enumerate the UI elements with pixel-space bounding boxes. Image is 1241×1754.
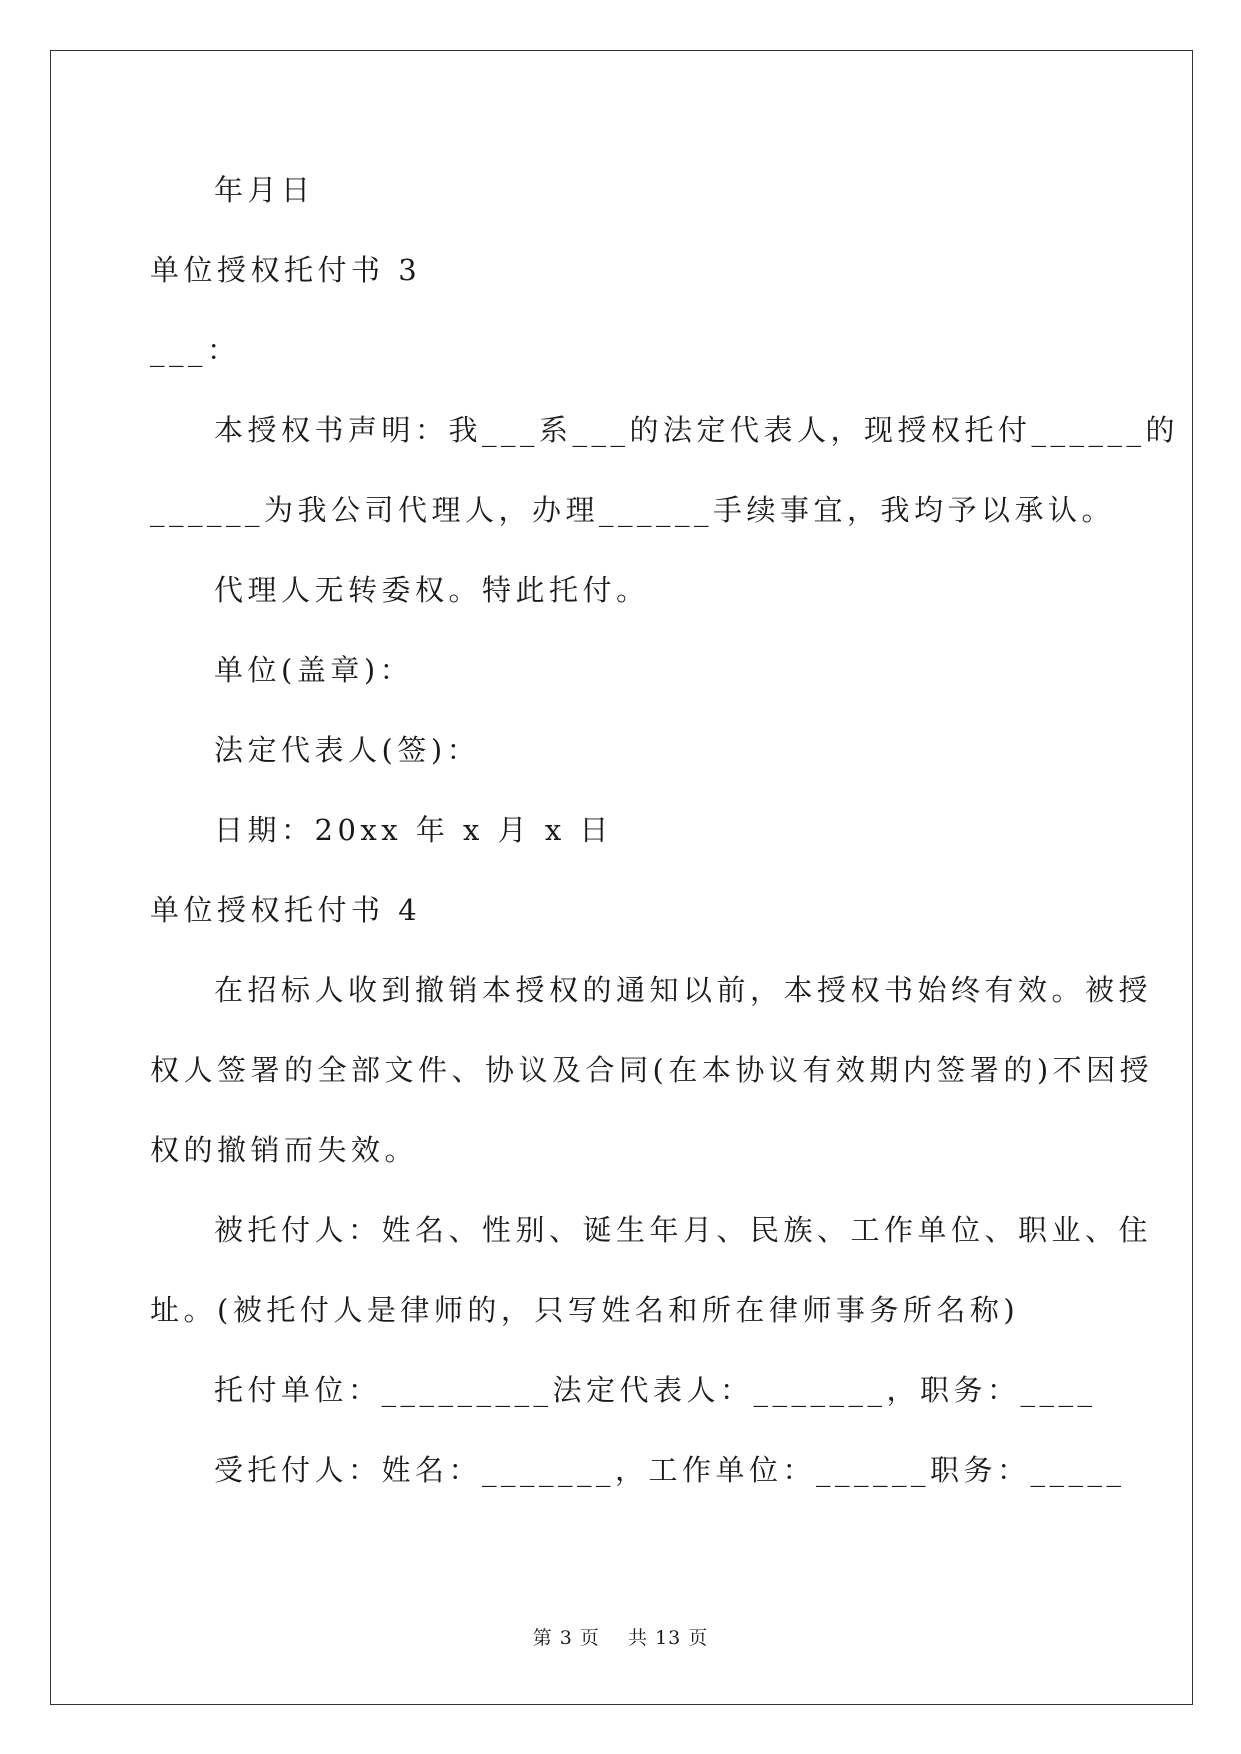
paragraph-validity-line-1: 在招标人收到撤销本授权的通知以前，本授权书始终有效。被授 bbox=[214, 973, 1153, 1007]
paragraph-delegate-info-line-1: 被托付人：姓名、性别、诞生年月、民族、工作单位、职业、住 bbox=[214, 1213, 1153, 1247]
paragraph-validity-line-3: 权的撤销而失效。 bbox=[150, 1133, 419, 1167]
paragraph-validity-line-2: 权人签署的全部文件、协议及合同(在本协议有效期内签署的)不因授 bbox=[150, 1053, 1154, 1087]
legal-representative-signature-line: 法定代表人(签)： bbox=[214, 733, 481, 767]
page-number-footer: 第 3 页 共 13 页 bbox=[532, 1627, 709, 1649]
paragraph-no-subdelegation: 代理人无转委权。特此托付。 bbox=[214, 573, 650, 607]
date-placeholder-line: 年月日 bbox=[214, 173, 315, 207]
unit-seal-line: 单位(盖章)： bbox=[214, 653, 414, 687]
addressee-line: ___： bbox=[150, 333, 241, 367]
paragraph-declaration-line-2: ______为我公司代理人，办理______手续事宜，我均予以承认。 bbox=[150, 493, 1116, 527]
paragraph-declaration-line-1: 本授权书声明：我___系___的法定代表人，现授权托付______的 bbox=[214, 413, 1180, 447]
section-heading-3: 单位授权托付书 3 bbox=[150, 253, 422, 287]
entrusting-unit-line: 托付单位：_________法定代表人：_______，职务：____ bbox=[214, 1373, 1097, 1407]
section-heading-4: 单位授权托付书 4 bbox=[150, 893, 422, 927]
date-line: 日期：20xx 年 x 月 x 日 bbox=[214, 813, 613, 847]
entrusted-person-line: 受托付人：姓名：_______，工作单位：______职务：_____ bbox=[214, 1453, 1126, 1487]
paragraph-delegate-info-line-2: 址。(被托付人是律师的，只写姓名和所在律师事务所名称) bbox=[150, 1293, 1020, 1327]
